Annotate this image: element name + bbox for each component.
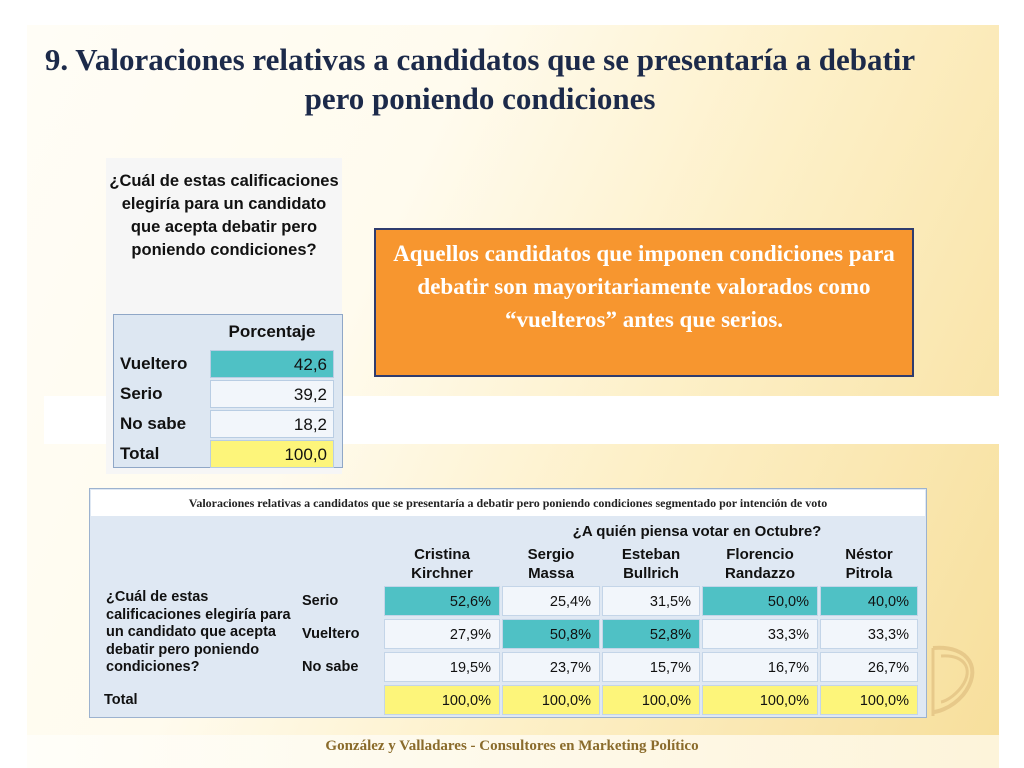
candidate-column-header (602, 545, 700, 585)
percentage-row-label: No sabe (120, 414, 187, 433)
percentage-row-label: Vueltero (120, 354, 188, 373)
segment-total-cell: 100,0% (820, 685, 918, 715)
conclusion-callout: Aquellos candidatos que imponen condiciones para debatir son mayoritariamente valorados como “vuelteros” antes que serios. (374, 228, 914, 377)
candidate-last-name: Randazzo (724, 565, 795, 582)
vote-intention-header: ¿A quién piensa votar en Octubre? (572, 523, 822, 540)
percentage-table (113, 314, 343, 468)
segment-cell: 16,7% (702, 652, 818, 682)
candidate-last-name: Bullrich (623, 565, 679, 582)
segment-cell: 52,6% (384, 586, 500, 616)
segment-cell: 15,7% (602, 652, 700, 682)
candidate-column-header (502, 545, 600, 585)
candidate-column-header (702, 545, 818, 585)
segment-row-label: Serio (302, 593, 339, 609)
segment-table (89, 488, 927, 718)
segment-cell: 31,5% (602, 586, 700, 616)
segment-cell: 52,8% (602, 619, 700, 649)
segment-total-cell: 100,0% (384, 685, 500, 715)
percentage-header: Porcentaje (228, 322, 316, 341)
percentage-row-value: 39,2 (210, 380, 334, 408)
percentage-row-label: Total (120, 444, 160, 463)
segment-caption: Valoraciones relativas a candidatos que se presentaría a debatir pero poniendo condiciones segmentado por intención de voto (91, 490, 925, 516)
segment-cell: 50,0% (702, 586, 818, 616)
candidate-first-name: Cristina (414, 546, 470, 563)
candidate-column-header (384, 545, 500, 585)
candidate-last-name: Kirchner (411, 565, 473, 582)
segment-cell: 40,0% (820, 586, 918, 616)
candidate-last-name: Pitrola (845, 565, 893, 582)
segment-cell: 50,8% (502, 619, 600, 649)
segment-total-cell: 100,0% (702, 685, 818, 715)
candidate-first-name: Sergio (527, 546, 575, 563)
candidate-first-name: Florencio (726, 546, 794, 563)
segment-cell: 26,7% (820, 652, 918, 682)
footer-text: González y Valladares - Consultores en Marketing Político (325, 738, 699, 754)
candidate-first-name: Néstor (845, 546, 893, 563)
segment-cell: 19,5% (384, 652, 500, 682)
percentage-row-value: 18,2 (210, 410, 334, 438)
question-panel (106, 158, 342, 474)
segment-cell: 23,7% (502, 652, 600, 682)
segment-cell: 25,4% (502, 586, 600, 616)
segment-row-label: No sabe (302, 659, 359, 675)
slide-title: 9. Valoraciones relativas a candidatos que se presentaría a debatir pero poniendo condiciones (44, 42, 916, 116)
segment-total-cell: 100,0% (502, 685, 600, 715)
question-text: ¿Cuál de estas calificaciones elegiría para un candidato que acepta debatir pero poniendo condiciones? (109, 172, 339, 259)
logo-mark (925, 640, 985, 720)
segment-row-label: Vueltero (302, 626, 360, 642)
candidate-column-header (820, 545, 918, 585)
segment-cell: 33,3% (702, 619, 818, 649)
percentage-row-value: 100,0 (210, 440, 334, 468)
segment-cell: 27,9% (384, 619, 500, 649)
candidate-first-name: Esteban (621, 546, 681, 563)
segment-total-cell: 100,0% (602, 685, 700, 715)
percentage-row-label: Serio (120, 384, 163, 403)
total-row-label: Total (104, 692, 138, 708)
segment-question: ¿Cuál de estas calificaciones elegiría para un candidato que acepta debatir pero poniendo condiciones? (106, 589, 291, 675)
percentage-row-value: 42,6 (210, 350, 334, 378)
candidate-last-name: Massa (528, 565, 574, 582)
segment-cell: 33,3% (820, 619, 918, 649)
